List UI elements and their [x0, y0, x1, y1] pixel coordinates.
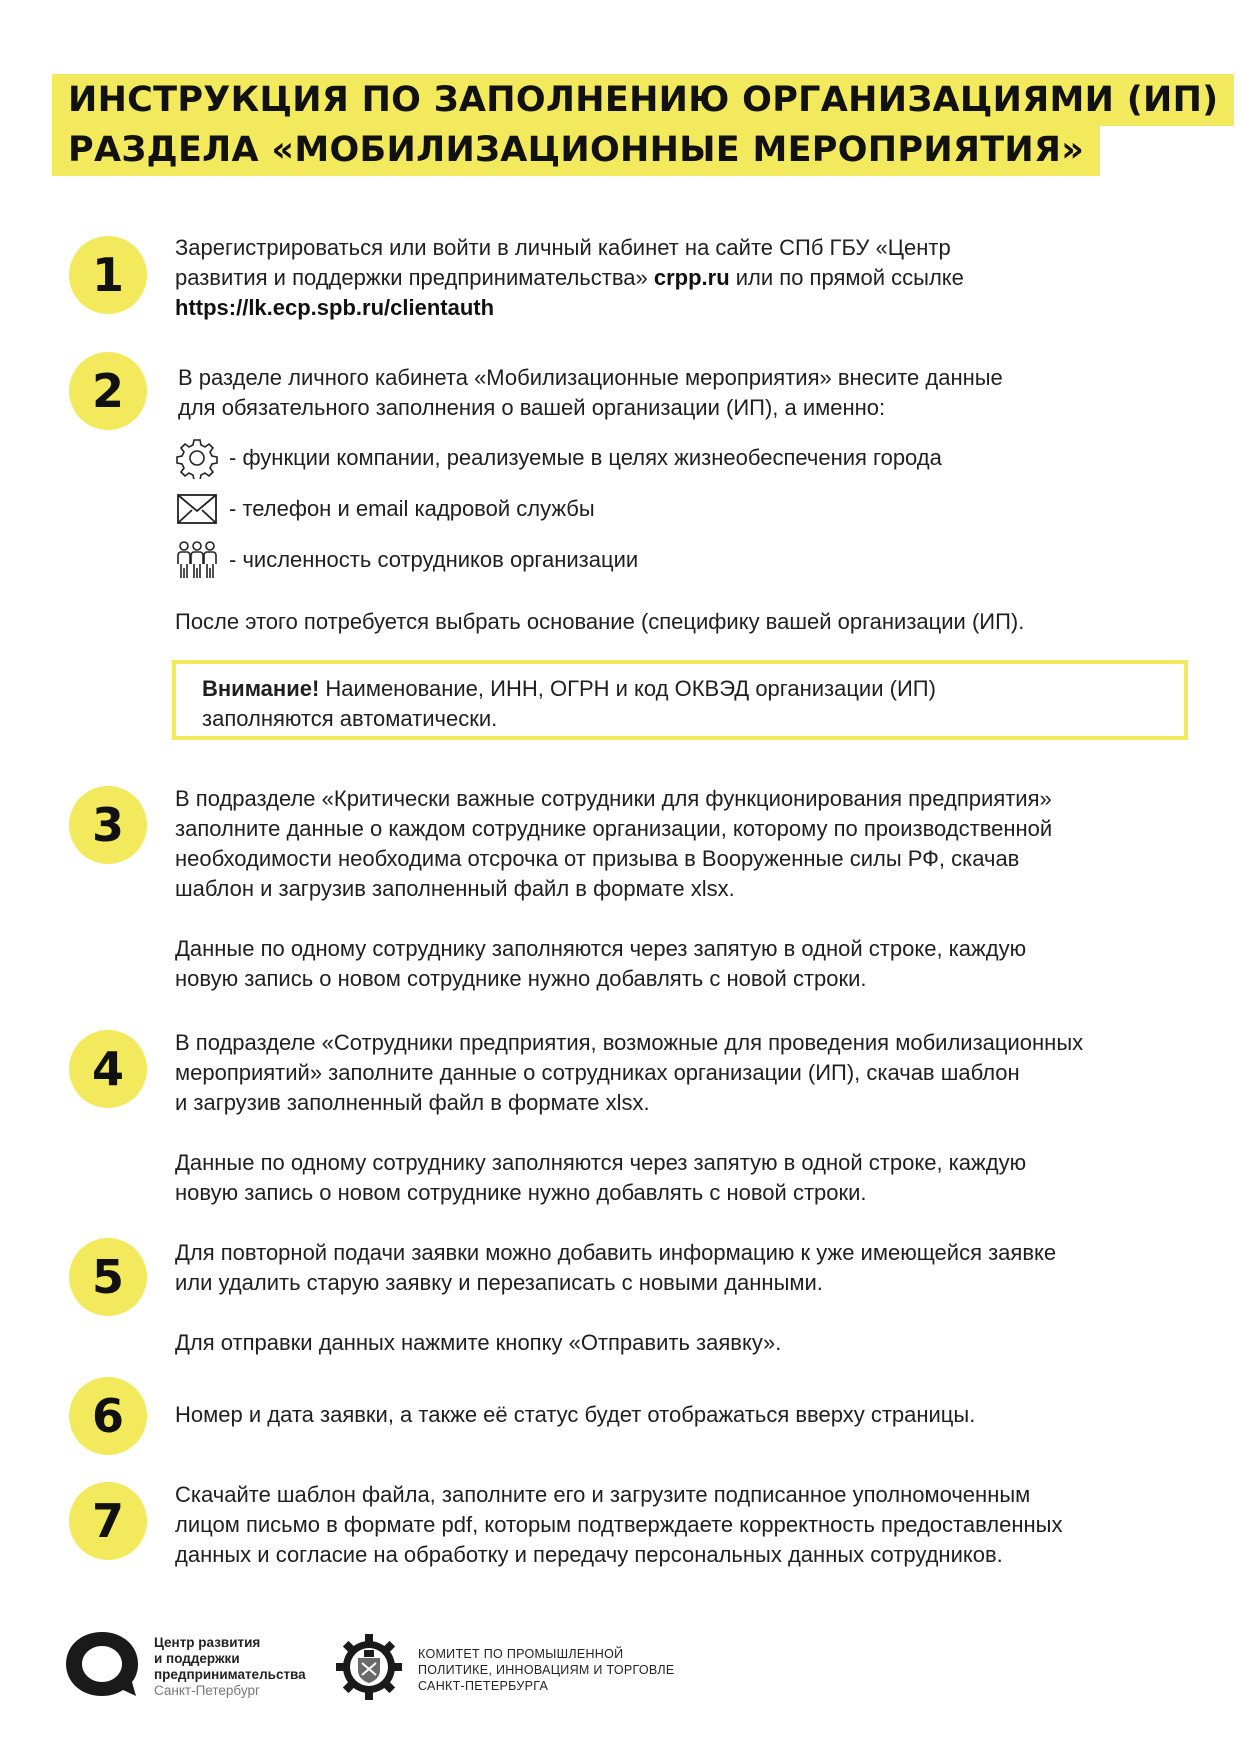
warning-line-1: Внимание! Наименование, ИНН, ОГРН и код ОКВЭД организации (ИП): [202, 676, 936, 701]
bullet-contacts-text: - телефон и email кадровой службы: [229, 496, 595, 521]
step-3-line-1: В подразделе «Критически важные сотрудники для функционирования предприятия»: [175, 786, 1052, 811]
envelope-icon: [175, 488, 219, 530]
gear-icon: [175, 437, 219, 479]
step-7-line-1: Скачайте шаблон файла, заполните его и загрузите подписанное уполномоченным: [175, 1482, 1031, 1507]
step-number-2: 2: [69, 352, 147, 430]
step-number-3: 3: [69, 786, 147, 864]
step-6-text: Номер и дата заявки, а также её статус будет отображаться вверху страницы.: [175, 1402, 976, 1427]
step-number-5: 5: [69, 1238, 147, 1316]
crpp-logo: [62, 1628, 306, 1705]
step-4-line-3: и загрузив заполненный файл в формате xlsx.: [175, 1090, 650, 1115]
people-icon: [175, 539, 219, 581]
bullet-functions: [175, 437, 942, 479]
step-number-1: 1: [69, 236, 147, 314]
page-title-line-1: ИНСТРУКЦИЯ ПО ЗАПОЛНЕНИЮ ОРГАНИЗАЦИЯМИ (ИП): [52, 74, 1234, 126]
step-2-line-2: для обязательного заполнения о вашей организации (ИП), а именно:: [178, 395, 886, 420]
step-7-text: [175, 1480, 1062, 1570]
step-4-line-2: мероприятий» заполните данные о сотрудниках организации (ИП), скачав шаблон: [175, 1060, 1020, 1085]
crpp-logo-text: Центр развития и поддержки предпринимательства Санкт-Петербург: [154, 1634, 306, 1698]
step-4-text: [175, 1028, 1083, 1118]
step-number-6: 6: [69, 1377, 147, 1455]
step-5-text: [175, 1238, 1056, 1298]
step-5-note: Для отправки данных нажмите кнопку «Отправить заявку».: [175, 1330, 782, 1355]
step-7-line-3: данных и согласие на обработку и передачу персональных данных сотрудников.: [175, 1542, 1003, 1567]
step-3-text: [175, 784, 1052, 904]
step-1-line-2: развития и поддержки предпринимательства» crpp.ru или по прямой ссылке: [175, 265, 964, 290]
bullet-staff-count-text: - численность сотрудников организации: [229, 547, 639, 572]
step-3-line-3: необходимости необходима отсрочка от призыва в Вооруженные силы РФ, скачав: [175, 846, 1020, 871]
step-number-4: 4: [69, 1030, 147, 1108]
step-number-7: 7: [69, 1482, 147, 1560]
step-1-text: [175, 233, 964, 323]
step-3-note-line-2: новую запись о новом сотруднике нужно добавлять с новой строки.: [175, 966, 867, 991]
step-3-note: [175, 934, 1026, 994]
crpp-site-link[interactable]: crpp.ru: [653, 265, 730, 290]
warning-label: Внимание!: [202, 676, 320, 701]
step-7-line-2: лицом письмо в формате pdf, которым подтверждаете корректность предоставленных: [175, 1512, 1063, 1537]
warning-line-2: заполняются автоматически.: [202, 706, 498, 731]
warning-box: [172, 660, 1188, 740]
step-1-line-3: [175, 293, 964, 323]
step-4-note: [175, 1148, 1026, 1208]
committee-emblem-icon: [334, 1632, 404, 1707]
client-auth-link[interactable]: https://lk.ecp.spb.ru/clientauth: [175, 295, 495, 320]
step-3-note-line-1: Данные по одному сотруднику заполняются через запятую в одной строке, каждую: [175, 936, 1027, 961]
committee-logo-text: КОМИТЕТ ПО ПРОМЫШЛЕННОЙ ПОЛИТИКЕ, ИННОВАЦИЯМ И ТОРГОВЛЕ САНКТ-ПЕТЕРБУРГА: [418, 1646, 675, 1693]
committee-logo: [334, 1632, 675, 1707]
bullet-contacts: [175, 488, 595, 530]
step-4-note-line-1: Данные по одному сотруднику заполняются через запятую в одной строке, каждую: [175, 1150, 1027, 1175]
step-2-line-1: В разделе личного кабинета «Мобилизационные мероприятия» внесите данные: [178, 365, 1003, 390]
bullet-staff-count: [175, 539, 638, 581]
step-2-after: После этого потребуется выбрать основание (специфику вашей организации (ИП).: [175, 609, 1025, 634]
step-4-note-line-2: новую запись о новом сотруднике нужно добавлять с новой строки.: [175, 1180, 867, 1205]
page-title-line-2: РАЗДЕЛА «МОБИЛИЗАЦИОННЫЕ МЕРОПРИЯТИЯ»: [52, 124, 1100, 176]
step-2-text: [178, 363, 1003, 423]
step-3-line-4: шаблон и загрузив заполненный файл в формате xlsx.: [175, 876, 735, 901]
step-1-line-1: Зарегистрироваться или войти в личный кабинет на сайте СПб ГБУ «Центр: [175, 235, 951, 260]
step-5-line-1: Для повторной подачи заявки можно добавить информацию к уже имеющейся заявке: [175, 1240, 1057, 1265]
step-3-line-2: заполните данные о каждом сотруднике организации, которому по производственной: [175, 816, 1053, 841]
crpp-logo-mark: [62, 1628, 142, 1705]
step-4-line-1: В подразделе «Сотрудники предприятия, возможные для проведения мобилизационных: [175, 1030, 1084, 1055]
bullet-functions-text: - функции компании, реализуемые в целях жизнеобеспечения города: [229, 445, 942, 470]
step-5-line-2: или удалить старую заявку и перезаписать с новыми данными.: [175, 1270, 823, 1295]
